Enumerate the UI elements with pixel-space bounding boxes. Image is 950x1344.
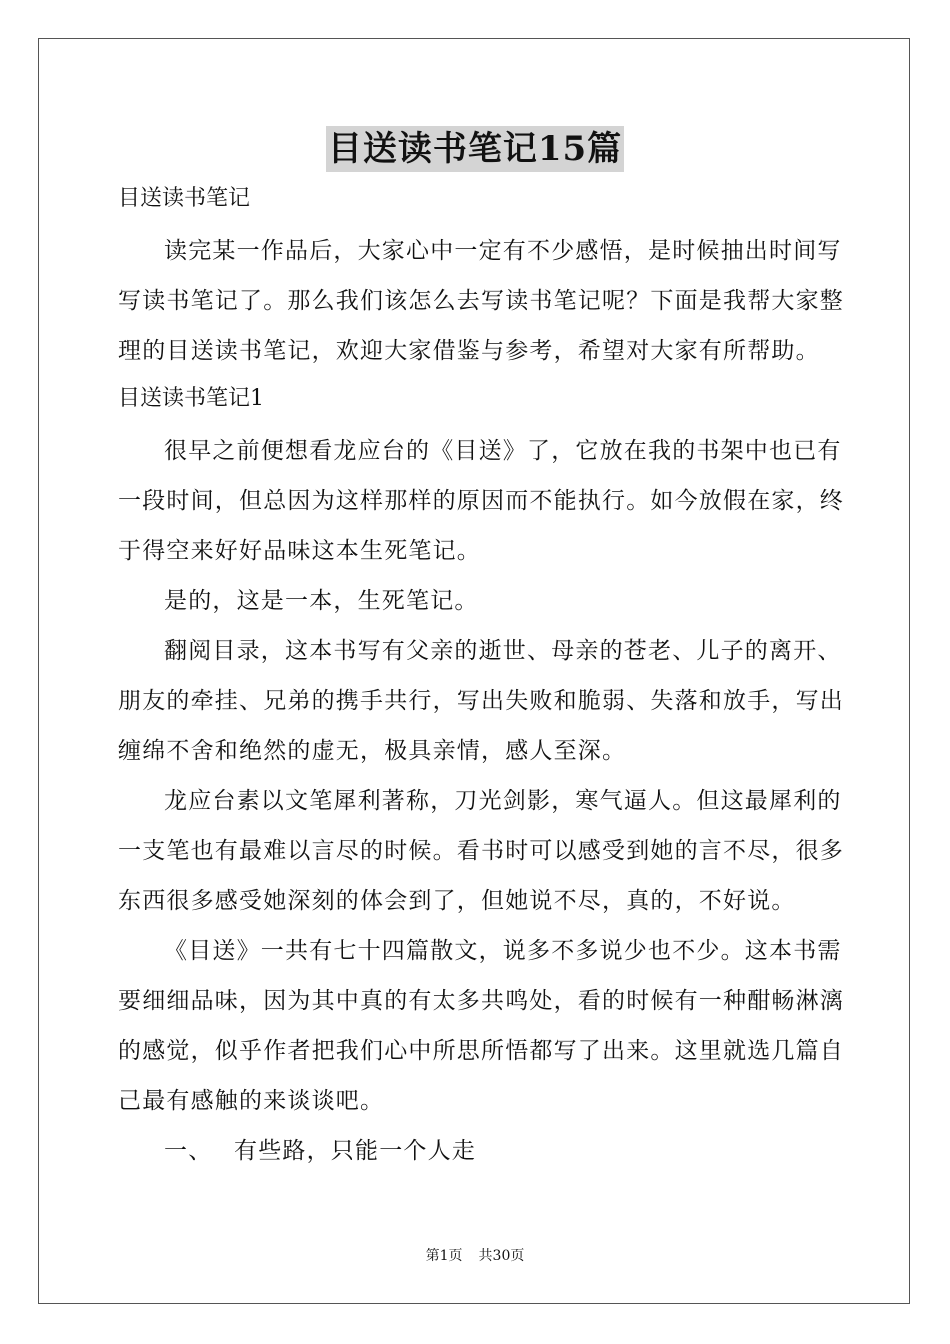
paragraph-line: 东西很多感受她深刻的体会到了，但她说不尽，真的，不好说。 bbox=[118, 888, 796, 914]
paragraph-line: 写读书笔记了。那么我们该怎么去写读书笔记呢？下面是我帮大家整 bbox=[118, 288, 844, 314]
intro-paragraph bbox=[118, 226, 844, 376]
paragraph-line: 的感觉，似乎作者把我们心中所思所悟都写了出来。这里就选几篇自 bbox=[118, 1038, 844, 1064]
paragraph-line: 缠绵不舍和绝然的虚无，极具亲情，感人至深。 bbox=[118, 738, 627, 764]
paragraph-line: 理的目送读书笔记，欢迎大家借鉴与参考，希望对大家有所帮助。 bbox=[118, 338, 820, 364]
paragraph bbox=[118, 926, 844, 1126]
list-item-text: 有些路，只能一个人走 bbox=[234, 1138, 476, 1164]
paragraph-line: 于得空来好好品味这本生死笔记。 bbox=[118, 538, 481, 564]
paragraph-line: 《目送》一共有七十四篇散文，说多不多说少也不少。这本书需 bbox=[164, 938, 842, 964]
paragraph-line: 朋友的牵挂、兄弟的携手共行，写出失败和脆弱、失落和放手，写出 bbox=[118, 688, 844, 714]
paragraph-line: 读完某一作品后，大家心中一定有不少感悟，是时候抽出时间写 bbox=[164, 238, 842, 264]
paragraph-line: 一支笔也有最难以言尽的时候。看书时可以感受到她的言不尽，很多 bbox=[118, 838, 844, 864]
page-footer bbox=[0, 1246, 950, 1266]
title-container bbox=[0, 126, 950, 172]
section-heading: 目送读书笔记1 bbox=[118, 386, 264, 411]
document-title: 目送读书笔记15篇 bbox=[326, 126, 624, 172]
paragraph-line: 很早之前便想看龙应台的《目送》了，它放在我的书架中也已有 bbox=[164, 438, 842, 464]
paragraph-line: 一段时间，但总因为这样那样的原因而不能执行。如今放假在家，终 bbox=[118, 488, 844, 514]
paragraph bbox=[118, 576, 834, 626]
list-item-number: 一、 bbox=[164, 1138, 213, 1164]
paragraph bbox=[118, 426, 844, 576]
paragraph-line: 龙应台素以文笔犀利著称，刀光剑影，寒气逼人。但这最犀利的 bbox=[164, 788, 842, 814]
paragraph bbox=[118, 626, 844, 776]
paragraph-line: 是的，这是一本，生死笔记。 bbox=[164, 588, 479, 614]
subtitle: 目送读书笔记 bbox=[118, 186, 251, 211]
page-number: 第1页 bbox=[425, 1248, 463, 1264]
paragraph-line: 要细细品味，因为其中真的有太多共鸣处，看的时候有一种酣畅淋漓 bbox=[118, 988, 844, 1014]
page-total: 共30页 bbox=[478, 1248, 525, 1264]
document-body bbox=[118, 176, 844, 1176]
paragraph-line: 翻阅目录，这本书写有父亲的逝世、母亲的苍老、儿子的离开、 bbox=[164, 638, 842, 664]
list-item bbox=[118, 1126, 834, 1176]
paragraph bbox=[118, 776, 844, 926]
paragraph-line: 己最有感触的来谈谈吧。 bbox=[118, 1088, 385, 1114]
